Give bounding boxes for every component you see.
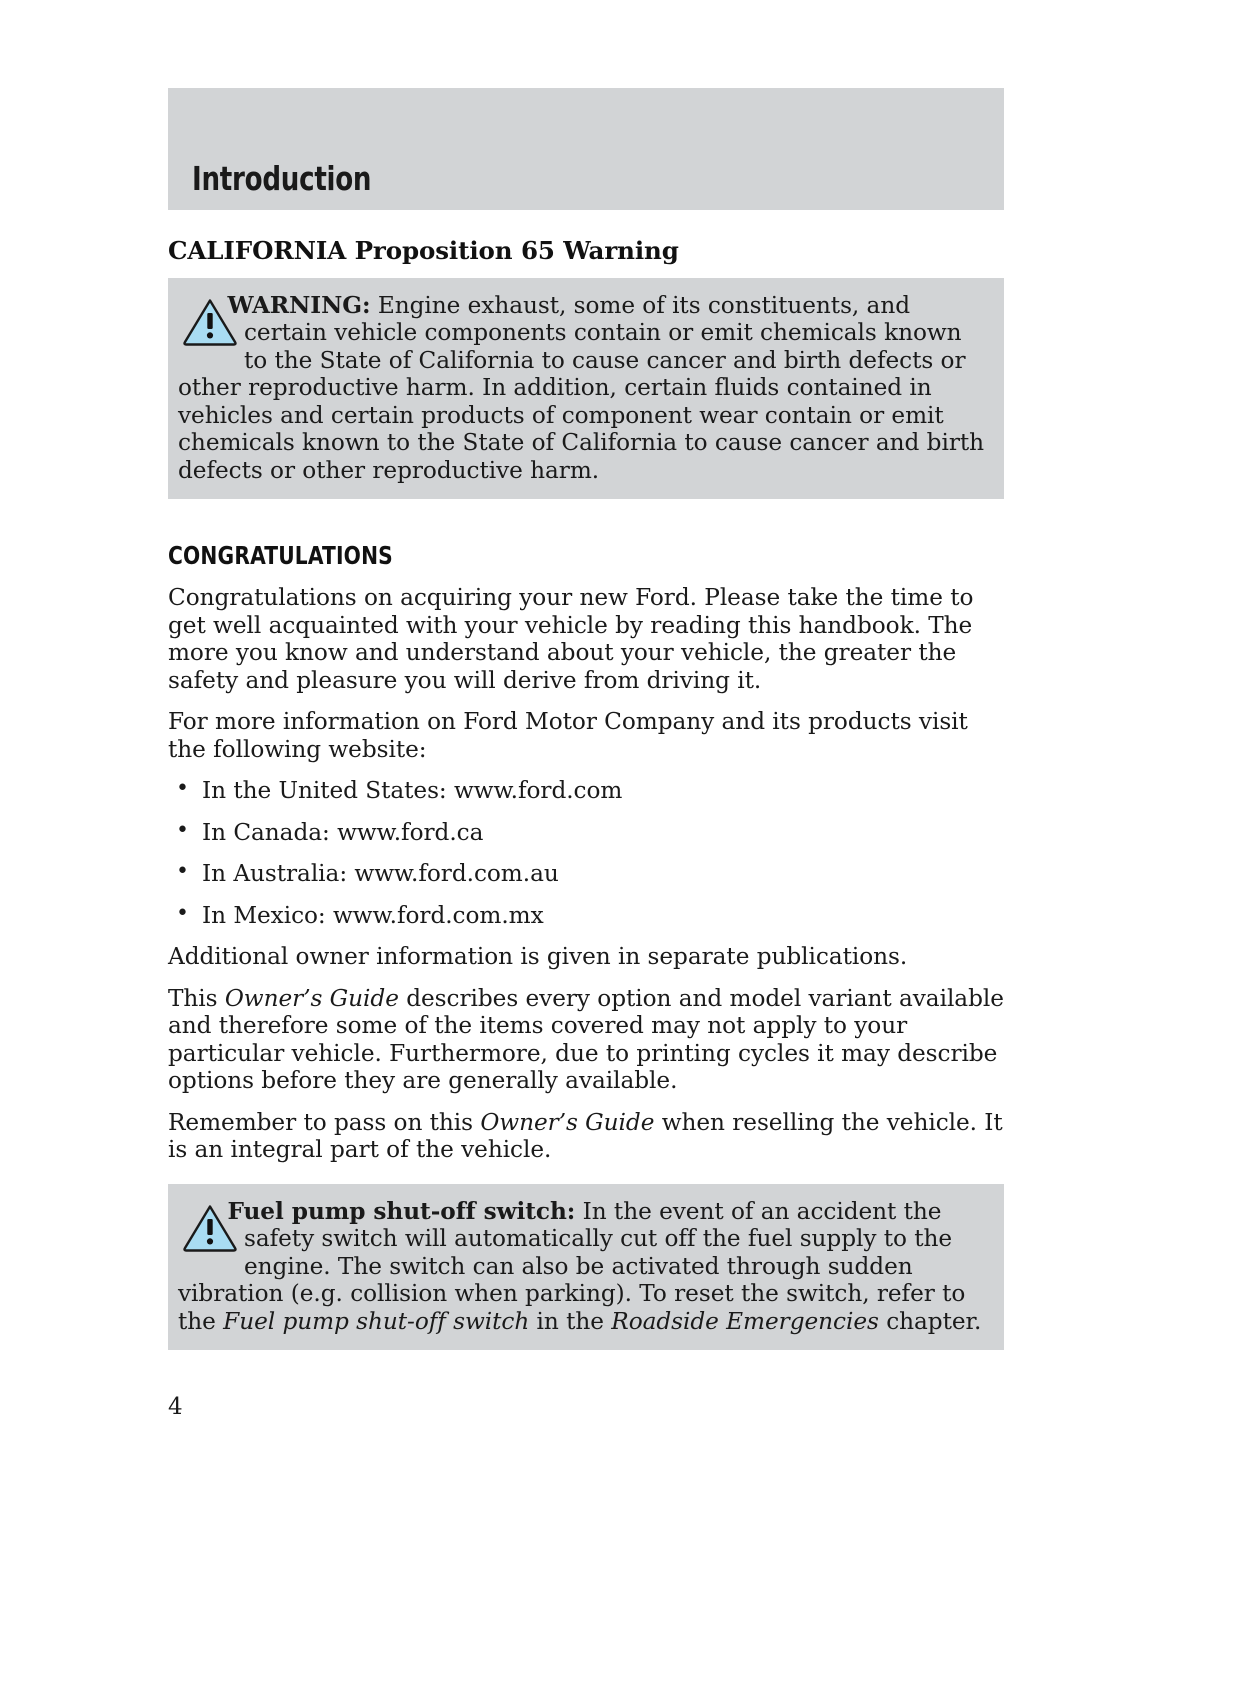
- congratulations-paragraph-1: Congratulations on acquiring your new Ford. Please take the time to get well acquainted with your vehicle by reading this handbook. The more you know and understand about your vehicle, the greater the safety and pleasure you will derive from driving it.: [168, 584, 974, 694]
- fuel-pump-warning-box: [168, 1184, 1004, 1350]
- list-item: • In Canada: www.ford.ca: [168, 819, 1004, 846]
- paragraph-5-part-1: Remember to pass on this: [168, 1108, 481, 1136]
- congratulations-paragraph-3: Additional owner information is given in separate publications.: [168, 943, 908, 971]
- owners-guide-italic: Owner’s Guide: [224, 984, 399, 1012]
- prop65-warning-body: Engine exhaust, some of its constituents, and certain vehicle components contain or emit chemicals known to the State of California to cause cancer and birth defects or other reproductive harm. In addition, certain fluids contained in vehicles and certain products of component wear contain or emit chemicals known to the State of California to cause cancer and birth defects or other reproductive harm.: [178, 292, 985, 484]
- paragraph-5-part-2: when reselling the vehicle. It is an integral part of the vehicle.: [168, 1108, 1003, 1164]
- list-item: • In Mexico: www.ford.com.mx: [168, 902, 1004, 929]
- page-content: [168, 88, 1004, 1356]
- website-list: [168, 777, 1004, 929]
- congratulations-paragraph-5: [168, 1109, 1004, 1164]
- fuel-pump-part-3: chapter.: [878, 1307, 982, 1335]
- fuel-pump-warning-text: [178, 1198, 988, 1335]
- paragraph-4-part-2: describes every option and model variant available and therefore some of the items covered may not apply to your particular vehicle. Furthermore, due to printing cycles it may describe options before they are generally available.: [168, 984, 1004, 1095]
- owners-guide-italic: Owner’s Guide: [480, 1108, 655, 1136]
- paragraph-4-part-1: This: [168, 984, 225, 1012]
- page-number: 4: [168, 1394, 183, 1420]
- congratulations-paragraph-2: For more information on Ford Motor Company and its products visit the following website:: [168, 708, 968, 763]
- prop65-warning-text: [178, 292, 988, 484]
- list-item: • In Australia: www.ford.com.au: [168, 860, 1004, 887]
- congratulations-paragraph-4: [168, 985, 1004, 1095]
- page-title: Introduction: [192, 159, 372, 198]
- fuel-pump-part-1: In the event of an accident the safety switch will automatically cut off the fuel supply to the engine. The switch can also be activated through sudden vibration (e.g. collision when parking). To reset the switch, refer to the: [178, 1197, 966, 1335]
- list-item: • In the United States: www.ford.com: [168, 777, 1004, 804]
- fuel-pump-warning-label: Fuel pump shut-off switch:: [227, 1197, 576, 1225]
- fuel-pump-part-2: in the: [529, 1307, 612, 1335]
- prop65-warning-box: [168, 278, 1004, 499]
- prop65-heading: CALIFORNIA Proposition 65 Warning: [168, 236, 679, 265]
- chapter-header-band: [168, 88, 1004, 210]
- congratulations-heading: CONGRATULATIONS: [168, 541, 393, 571]
- prop65-warning-label: WARNING:: [227, 292, 371, 319]
- fuel-pump-switch-italic: Fuel pump shut-off switch: [223, 1307, 530, 1335]
- roadside-emergencies-italic: Roadside Emergencies: [611, 1307, 879, 1335]
